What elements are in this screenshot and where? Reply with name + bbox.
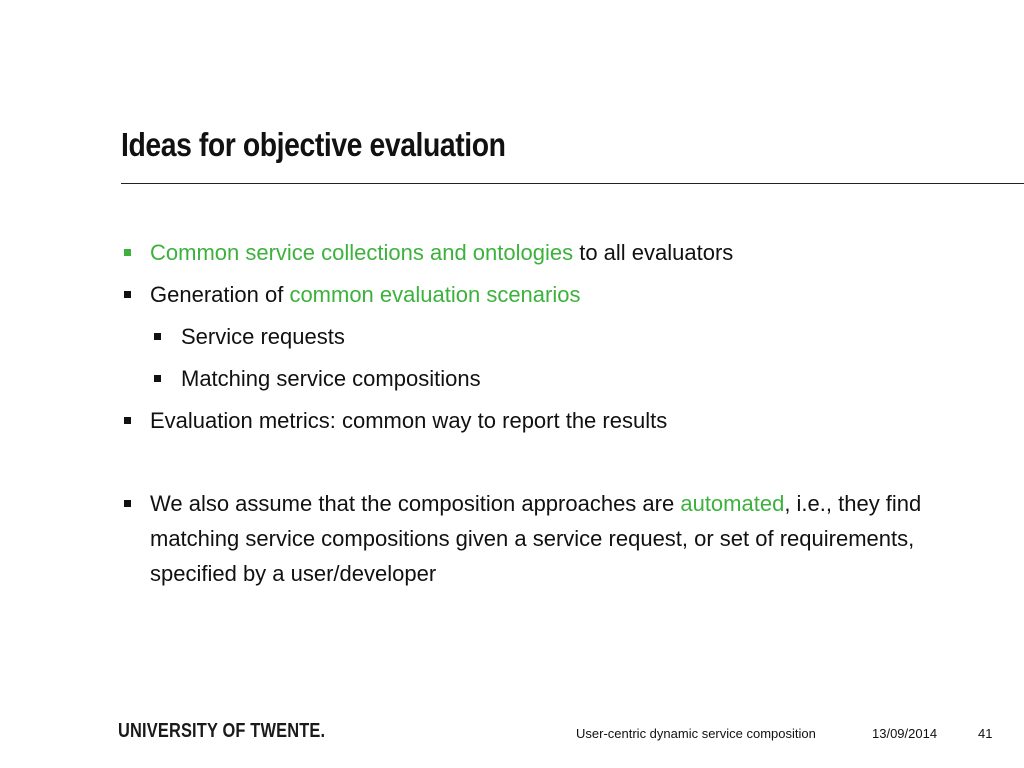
plain-text: to all evaluators [573, 240, 734, 265]
plain-text: , i.e., they find matching service compositions given a service request, or set of requirements, specified by a user/developer [150, 491, 922, 586]
bullet-square-icon [154, 375, 161, 382]
footer-presentation-title: User-centric dynamic service composition [576, 726, 816, 741]
bullet-square-icon [124, 249, 131, 256]
title-divider [121, 183, 1024, 184]
bullet-item [150, 277, 580, 312]
highlighted-text: common evaluation scenarios [289, 282, 581, 307]
slide-title: Ideas for objective evaluation [121, 126, 506, 163]
bullet-square-icon [124, 500, 131, 507]
bullet-item [150, 403, 667, 438]
highlighted-text: Common service collections and ontologies [150, 240, 574, 265]
bullet-item [150, 486, 1000, 591]
bullet-text [150, 486, 1000, 591]
bullet-text: Matching service compositions [181, 366, 481, 391]
bullet-square-icon [154, 333, 161, 340]
highlighted-text: automated [680, 491, 785, 516]
university-logo: UNIVERSITY OF TWENTE. [118, 720, 326, 742]
page-number: 41 [978, 726, 993, 741]
bullet-text: Service requests [181, 324, 345, 349]
bullet-text [150, 277, 580, 312]
bullet-text [150, 235, 733, 270]
footer-date: 13/09/2014 [872, 726, 938, 741]
sub-bullet-item [181, 319, 345, 354]
sub-bullet-item [181, 361, 481, 396]
plain-text: Generation of [150, 282, 290, 307]
bullet-text: Evaluation metrics: common way to report the results [150, 408, 668, 433]
bullet-square-icon [124, 291, 131, 298]
bullet-square-icon [124, 417, 131, 424]
bullet-item [150, 235, 733, 270]
plain-text: We also assume that the composition approaches are [150, 491, 681, 516]
